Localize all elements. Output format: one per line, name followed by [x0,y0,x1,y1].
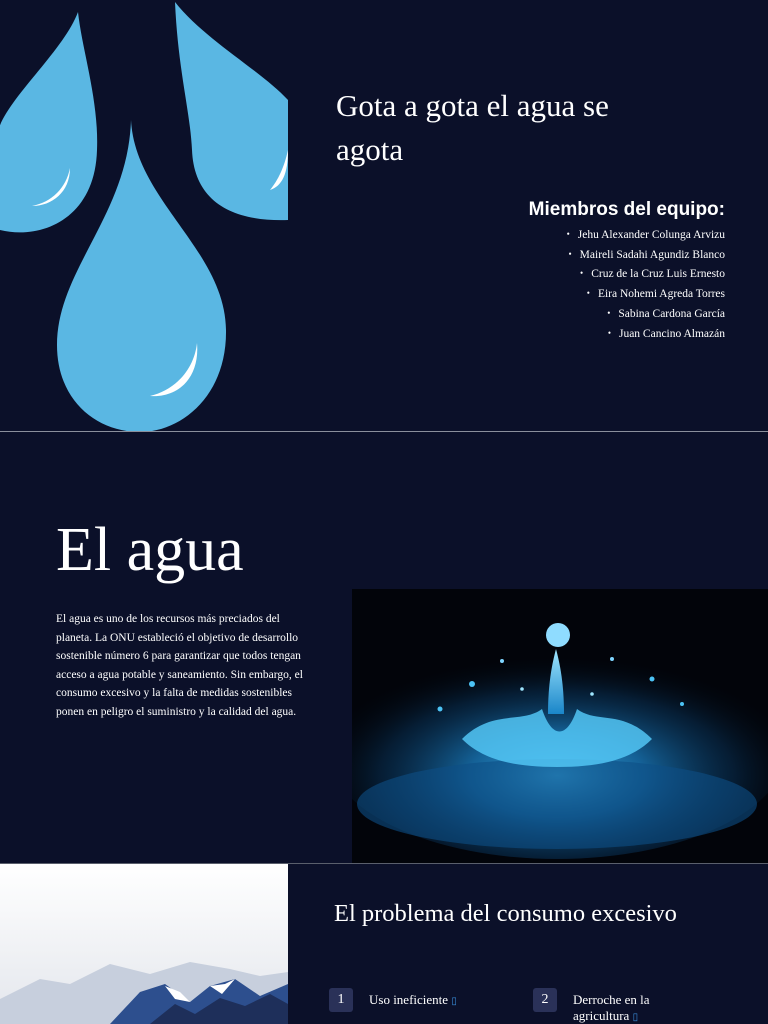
slide-water[interactable] [0,432,768,864]
missing-glyph-icon: ▯ [632,1012,639,1023]
team-member: • Sabina Cardona García [567,304,725,324]
bullet-icon: • [580,268,584,279]
slide-title[interactable] [0,0,768,432]
step-item-1 [329,988,469,1012]
water-drop-right [175,2,288,220]
bullet-icon: • [568,248,572,259]
team-member: • Juan Cancino Almazán [567,324,725,344]
step-label: Uso ineficiente [369,992,449,1007]
missing-glyph-icon: ▯ [451,996,457,1007]
water-drop-left [0,12,97,232]
team-member: • Cruz de la Cruz Luis Ernesto [567,264,725,284]
slide-excessive-consumption[interactable] [0,864,768,1024]
step-number-badge: 2 [533,988,557,1012]
water-description: El agua es uno de los recursos más preciados del planeta. La ONU estableció el objetivo de desarrollo sostenible número 6 para garantizar que todos tengan acceso a agua potable y saneamiento. Sin embargo, el consumo excesivo y la falta de medidas sostenibles ponen en peligro el suministro y la calidad del agua. [56,613,303,718]
bullet-icon: • [607,327,611,338]
bullet-icon: • [586,288,590,299]
mountain-photo [0,864,288,1024]
team-member: • Eira Nohemi Agreda Torres [567,284,725,304]
water-splash-photo [352,589,768,864]
step-label: Derroche en la agricultura [573,992,650,1023]
presentation-title: Gota a gota el agua se agota [336,88,609,167]
slide-title-consumption: El problema del consumo excesivo [334,900,677,927]
team-heading: Miembros del equipo: [528,199,725,220]
team-member: • Maireli Sadahi Agundiz Blanco [567,245,725,265]
bullet-icon: • [607,307,611,318]
step-number-badge: 1 [329,988,353,1012]
bullet-icon: • [566,229,570,239]
team-member: • Jehu Alexander Colunga Arvizu [567,225,725,245]
team-member-list [567,225,725,343]
slide-title-water: El agua [56,516,244,584]
step-item-2 [533,988,673,1024]
water-drops-illustration [0,0,288,432]
